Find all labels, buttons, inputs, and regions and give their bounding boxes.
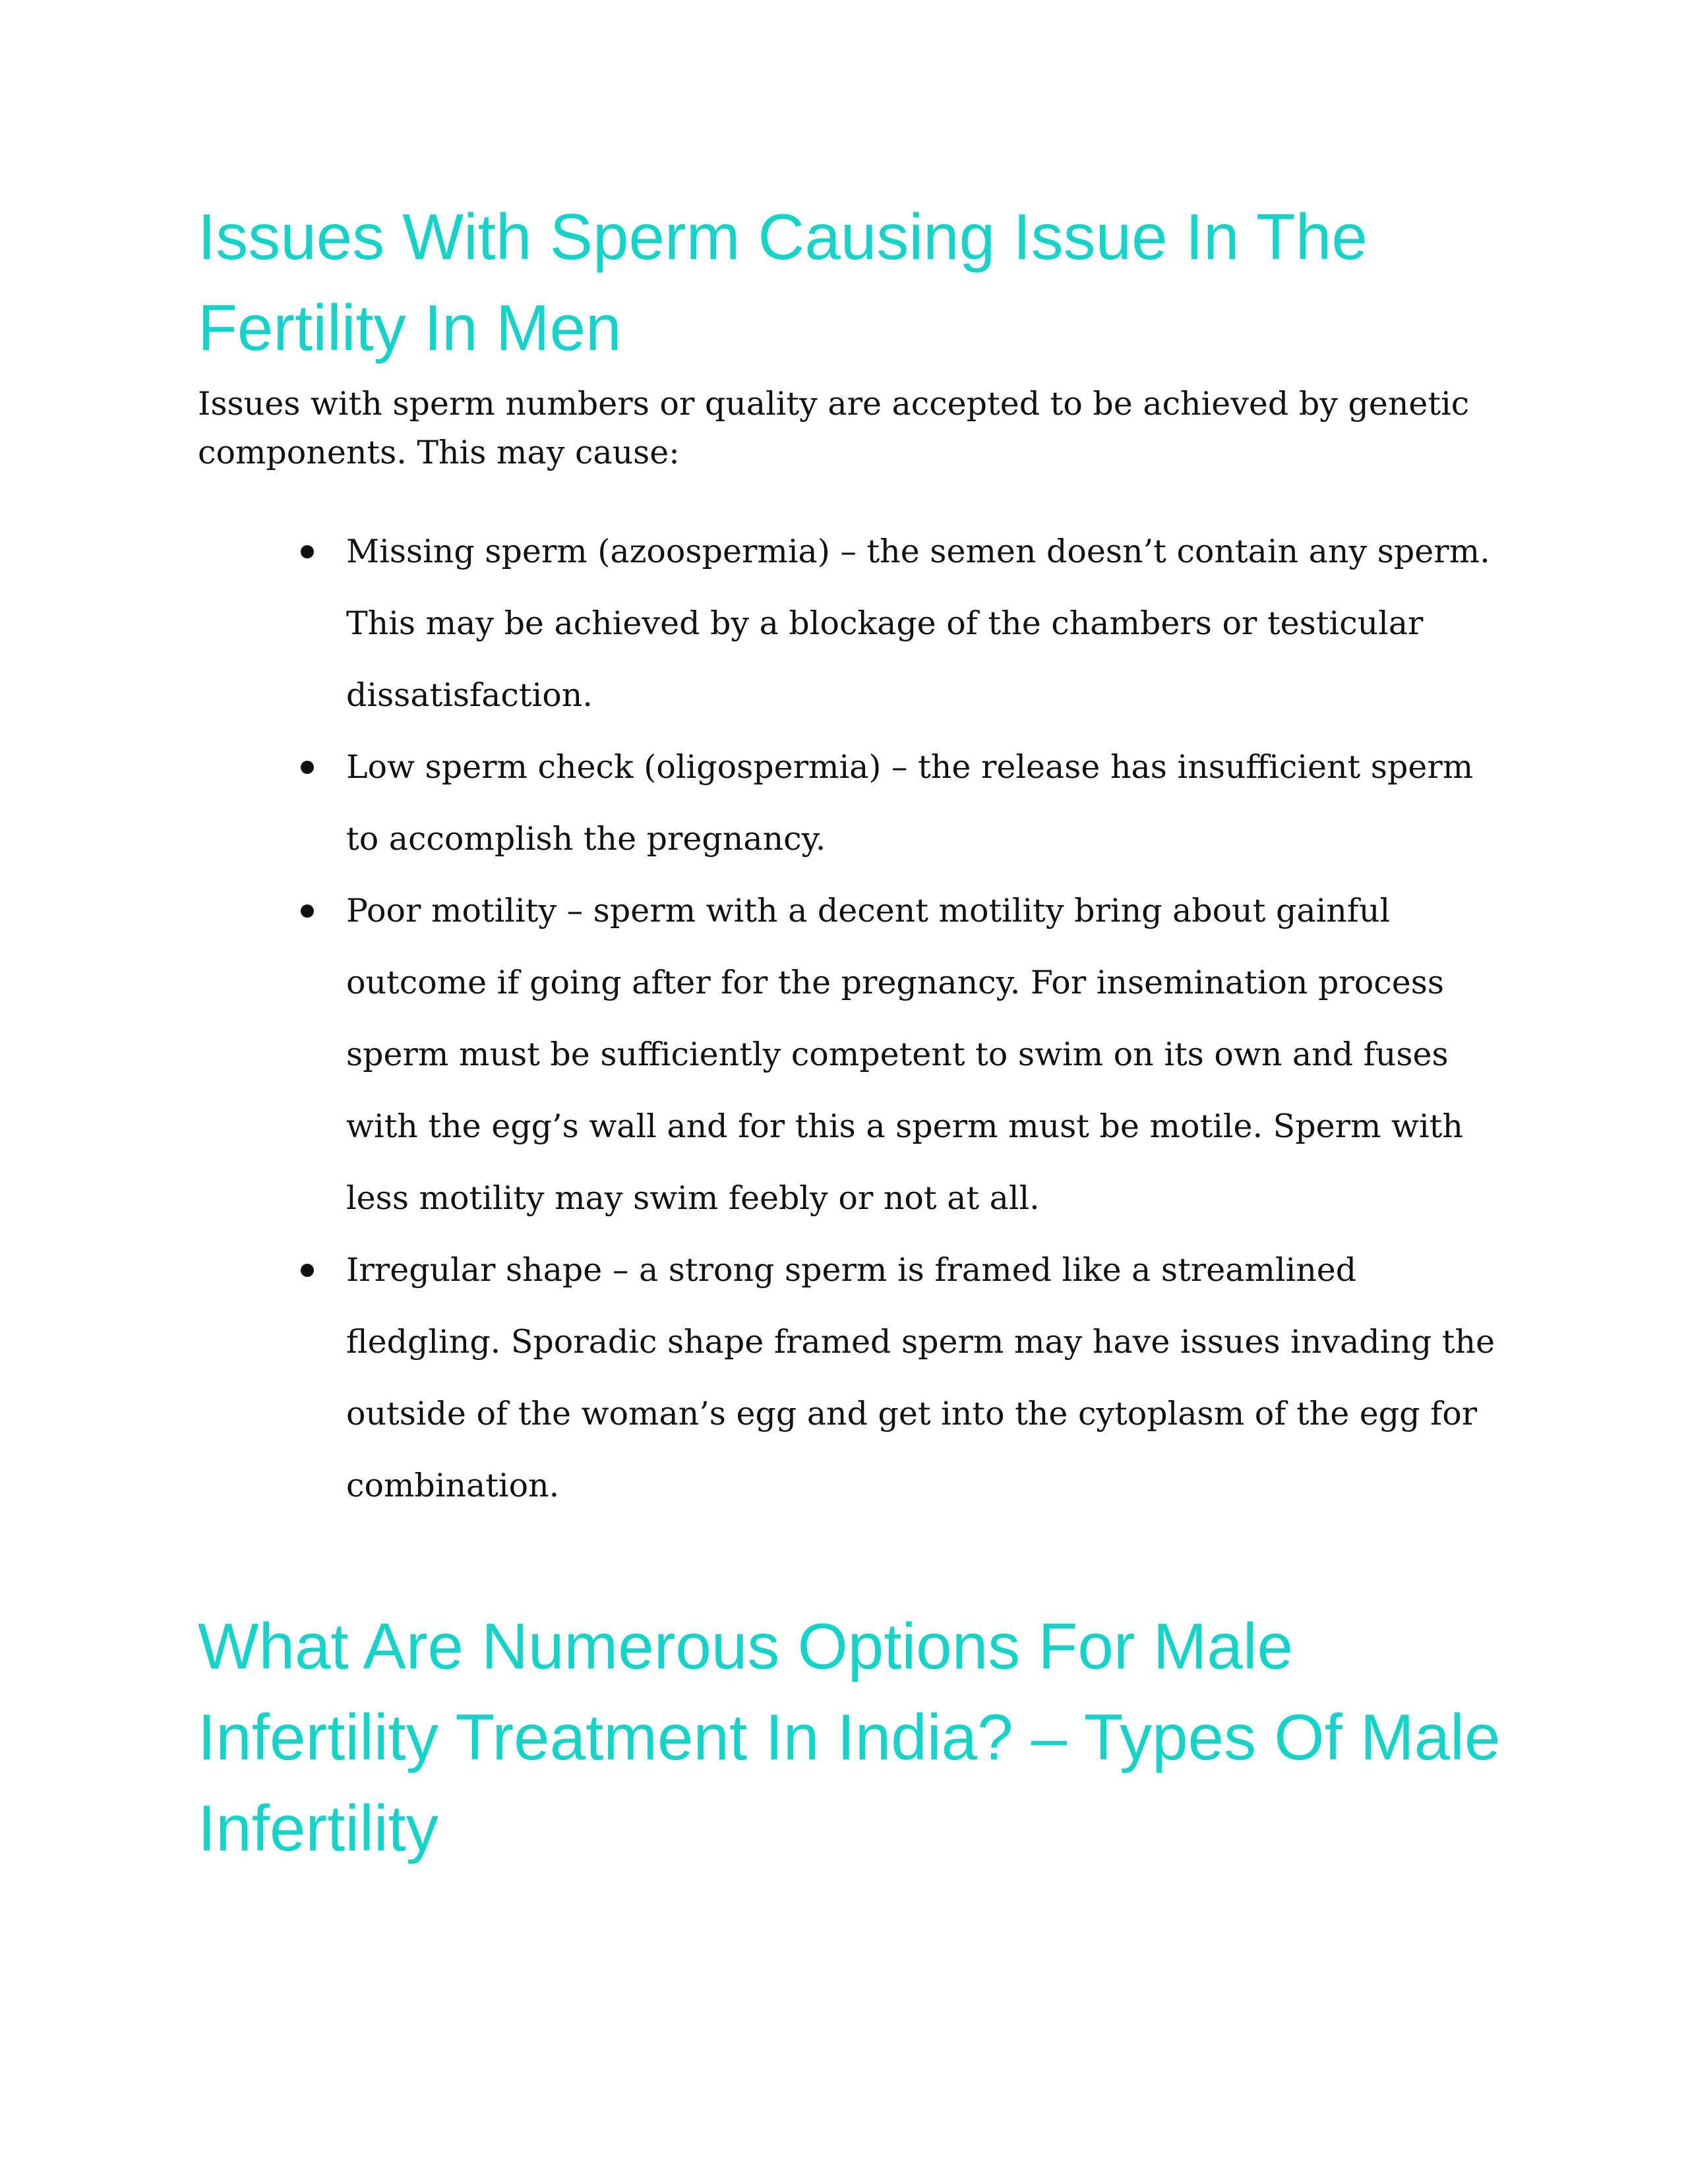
intro-paragraph: Issues with sperm numbers or quality are accepted to be achieved by genetic components. This may cause:: [198, 385, 1470, 471]
bullet-icon: [301, 545, 314, 558]
list-item: [346, 731, 1503, 875]
section-heading-treatment-options: What Are Numerous Options For Male Infertility Treatment In India? – Types Of Male Infertility: [198, 1610, 1501, 1864]
bullet-icon: [301, 904, 314, 918]
list-item: [346, 1234, 1503, 1521]
bullet-icon: [301, 761, 314, 774]
bullet-icon: [301, 1264, 314, 1277]
list-item-text: Poor motility – sperm with a decent motility bring about gainful outcome if going after for the pregnancy. For insemination process sperm must be sufficiently competent to swim on its own and fuses with the egg’s wall and for this a sperm must be motile. Sperm with less motility may swim feebly or not at all.: [346, 892, 1463, 1217]
list-item: [346, 516, 1503, 731]
document-page: [198, 191, 1503, 1874]
list-item-text: Missing sperm (azoospermia) – the semen doesn’t contain any sperm. This may be achieved by a blockage of the chambers or testicular dissatisfaction.: [346, 533, 1490, 714]
list-item: [346, 875, 1503, 1234]
list-item-text: Low sperm check (oligospermia) – the release has insufficient sperm to accomplish the pregnancy.: [346, 748, 1474, 858]
bullet-list: [198, 516, 1503, 1521]
section-heading-sperm-issues: Issues With Sperm Causing Issue In The Fertility In Men: [198, 200, 1368, 364]
list-item-text: Irregular shape – a strong sperm is framed like a streamlined fledgling. Sporadic shape framed sperm may have issues invading the outside of the woman’s egg and get into the cytoplasm of the egg for combination.: [346, 1251, 1495, 1504]
